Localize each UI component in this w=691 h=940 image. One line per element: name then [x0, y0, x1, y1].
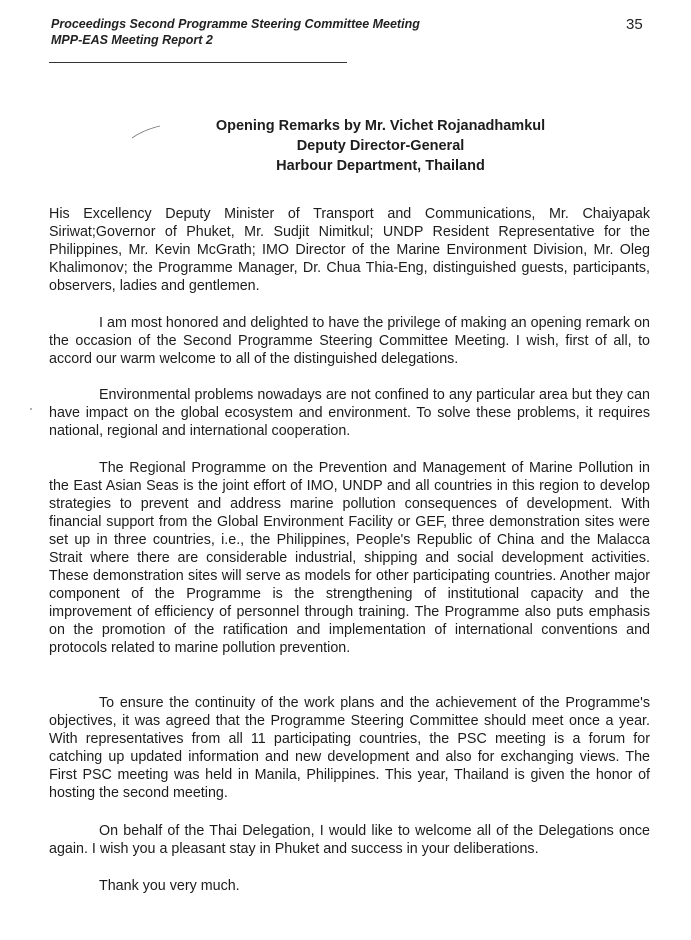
title-position: Deputy Director-General	[296, 138, 465, 154]
paragraph-regional-programme	[49, 459, 650, 657]
running-header-line1	[51, 16, 420, 48]
header-divider	[49, 62, 347, 63]
paragraph-continuity	[49, 694, 650, 802]
header-proceedings-title: Proceedings Second Programme Steering Committee Meeting	[51, 17, 420, 31]
salutation-paragraph	[49, 205, 650, 295]
paragraph-text: To ensure the continuity of the work plans and the achievement of the Programme's objectives, it was agreed that the Programme Steering Committee should meet once a year. With representatives from all 11 participating countries, the PSC meeting is a forum for catching up updated information and new development and also for exchanging views. The First PSC meeting was held in Manila, Philippines. This year, Thailand is given the honor of hosting the second meeting.	[49, 695, 650, 801]
page-number: 35	[626, 16, 643, 33]
paragraph-text: On behalf of the Thai Delegation, I would like to welcome all of the Delegations once again. I wish you a pleasant stay in Phuket and success in your deliberations.	[49, 823, 650, 857]
title-department: Harbour Department, Thailand	[276, 158, 485, 174]
speech-title	[0, 116, 691, 176]
paragraph-honored	[49, 314, 650, 368]
paragraph-text: Environmental problems nowadays are not confined to any particular area but they can have impact on the global ecosystem and environment. To solve these problems, it requires national, regional and international cooperation.	[49, 387, 650, 439]
title-speaker: Opening Remarks by Mr. Vichet Rojanadhamkul	[215, 118, 546, 134]
paragraph-text: The Regional Programme on the Prevention and Management of Marine Pollution in the East Asian Seas is the joint effort of IMO, UNDP and all countries in this region to develop strategies to prevent and address marine pollution consequences of development. With financial support from the Global Environment Facility or GEF, three demonstration sites were set up in three countries, i.e., the Philippines, People's Republic of China and the Malacca Strait where there are considerable industrial, shipping and social development activities. These demonstration sites will serve as models for other participating countries. Another major component of the Programme is the strengthening of institutional capacity and the improvement of efficiency of personnel through training. The Programme also puts emphasis on the promotion of the ratification and implementation of international conventions and protocols related to marine pollution prevention.	[49, 460, 650, 656]
paragraph-environment	[49, 386, 650, 440]
header-report-name: MPP-EAS Meeting Report 2	[51, 33, 213, 47]
paragraph-text: Thank you very much.	[99, 878, 240, 894]
scan-speck	[30, 408, 32, 410]
paragraph-text: His Excellency Deputy Minister of Transport and Communications, Mr. Chaiyapak Siriwat;Governor of Phuket, Mr. Sudjit Nimitkul; UNDP Resident Representative for the Philippines, Mr. Kevin McGrath; IMO Director of the Marine Environment Division, Mr. Oleg Khalimonov; the Programme Manager, Dr. Chua Thia-Eng, distinguished guests, participants, observers, ladies and gentlemen.	[49, 206, 650, 294]
paragraph-welcome	[49, 822, 650, 858]
paragraph-text: I am most honored and delighted to have the privilege of making an opening remark on the occasion of the Second Programme Steering Committee Meeting. I wish, first of all, to accord our warm welcome to all of the distinguished delegations.	[49, 315, 650, 367]
paragraph-closing	[49, 877, 650, 895]
